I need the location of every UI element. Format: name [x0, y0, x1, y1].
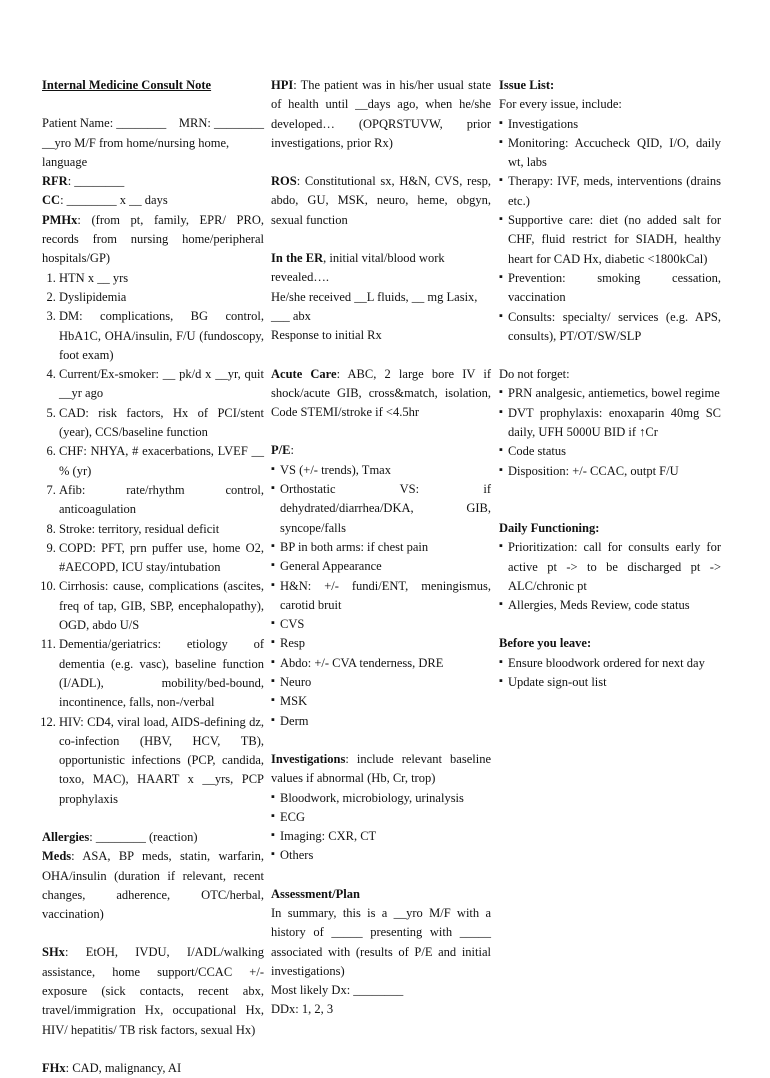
list-item: ▪ Resp [271, 634, 491, 653]
list-item: ▪ MSK [271, 692, 491, 711]
list-item: 9. COPD: PFT, prn puffer use, home O2, #AECOPD, ICU stay/intubation [59, 539, 264, 578]
issue-list [499, 115, 721, 347]
fhx-label: FHx [42, 1060, 66, 1075]
meds-value: : ASA, BP meds, statin, warfarin, OHA/insulin (duration if relevant, recent changes, adherence, OTC/herbal, vaccination) [42, 849, 264, 922]
before-you-leave-label: Before you leave: [499, 636, 592, 651]
assessment-plan-label: Assessment/Plan [271, 886, 360, 901]
cc-label: CC [42, 193, 61, 208]
most-likely-dx: Most likely Dx: ________ [271, 983, 404, 998]
list-item: 12. HIV: CD4, viral load, AIDS-defining dz, co-infection (HBV, HCV, TB), opportunistic infections (PCP, candida, toxo, MAC), HAART x __yrs, PCP prophylaxis [59, 713, 264, 809]
list-item: 10. Cirrhosis: cause, complications (ascites, freq of tap, GIB, SBP, encephalopathy), OGD, abdo U/S [59, 577, 264, 635]
list-item: ▪ Code status [499, 442, 721, 461]
ros-value: : Constitutional sx, H&N, CVS, resp, abdo, GU, MSK, neuro, heme, obgyn, sexual function [271, 174, 491, 227]
list-item: 3. DM: complications, BG control, HbA1C, OHA/insulin, F/U (fundoscopy, foot exam) [59, 307, 264, 365]
pmhx-label: PMHx [42, 212, 78, 227]
before-you-leave-list [499, 654, 721, 693]
list-item: 8. Stroke: territory, residual deficit [59, 520, 264, 539]
acute-care-label: Acute Care [271, 366, 337, 381]
list-item: ▪ BP in both arms: if chest pain [271, 538, 491, 557]
er-value: , initial vital/blood work revealed…. [271, 251, 445, 285]
list-item: ▪ Ensure bloodwork ordered for next day [499, 654, 721, 673]
hpi-value: : The patient was in his/her usual state of health until __days ago, when he/she developed… (OPQRSTUVW, prior investigations, prior Rx) [271, 78, 491, 150]
cc-line [42, 191, 264, 210]
investigations-value: : include relevant baseline values if abnormal (Hb, Cr, trop) [271, 751, 491, 786]
pe-colon: : [290, 443, 294, 458]
list-item: 4. Current/Ex-smoker: __ pk/d x __yr, quit __yr ago [59, 365, 264, 404]
issue-intro: For every issue, include: [499, 97, 622, 112]
age-line: __yro M/F from home/nursing home, language [42, 135, 230, 169]
assessment-plan-heading [271, 885, 491, 904]
list-item: ▪ Prevention: smoking cessation, vaccination [499, 269, 721, 308]
patient-name-field: Patient Name: ________ [42, 116, 167, 131]
allergies-label: Allergies [42, 829, 90, 844]
list-item: ▪ Orthostatic VS: if dehydrated/diarrhea/DKA, GIB, syncope/falls [271, 480, 491, 538]
er-response-line: Response to initial Rx [271, 328, 382, 343]
list-item: ▪ Derm [271, 712, 491, 731]
er-line [271, 249, 491, 288]
list-item: ▪ H&N: +/- fundi/ENT, meningismus, carotid bruit [271, 577, 491, 616]
list-item: ▪ General Appearance [271, 557, 491, 576]
acute-care-value: : ABC, 2 large bore IV if shock/acute GIB, cross&match, isolation, Code STEMI/stroke if <4.5hr [271, 366, 491, 420]
list-item: ▪ PRN analgesic, antiemetics, bowel regime [499, 384, 721, 403]
list-item: ▪ VS (+/- trends), Tmax [271, 461, 491, 480]
pe-label: P/E [271, 443, 291, 458]
list-item: ▪ Update sign-out list [499, 673, 721, 692]
list-item: ▪ Abdo: +/- CVA tenderness, DRE [271, 654, 491, 673]
list-item: ▪ Monitoring: Accucheck QID, I/O, daily wt, labs [499, 134, 721, 173]
list-item: 6. CHF: NHYA, # exacerbations, LVEF __ % (yr) [59, 442, 264, 481]
list-item: 2. Dyslipidemia [59, 288, 264, 307]
list-item: ▪ Prioritization: call for consults early for active pt -> to be discharged pt -> ALC/chronic pt [499, 538, 721, 596]
hpi-label: HPI [271, 78, 294, 92]
investigations-line [271, 750, 491, 789]
daily-functioning-list [499, 538, 721, 615]
list-item: ▪ Bloodwork, microbiology, urinalysis [271, 789, 491, 808]
issue-list-label: Issue List: [499, 78, 555, 92]
do-not-forget-heading: Do not forget: [499, 367, 570, 382]
ros-label: ROS [271, 174, 297, 189]
do-not-forget-list [499, 384, 721, 480]
rfr-line [42, 172, 264, 191]
pmhx-value: : (from pt, family, EPR/ PRO, records from nursing home/peripheral hospitals/GP) [42, 212, 264, 266]
shx-value: : EtOH, IVDU, I/ADL/walking assistance, home support/CCAC +/- exposure (sick contacts, recent abx, travel/immigration Hx, occupational Hx, HIV/ hepatitis/ TB risk factors, sexual Hx) [42, 945, 264, 1037]
list-item: ▪ DVT prophylaxis: enoxaparin 40mg SC daily, UFH 5000U BID if ↑Cr [499, 404, 721, 443]
patient-id-line [42, 114, 264, 133]
list-item: ▪ ECG [271, 808, 491, 827]
ros-line [271, 172, 491, 230]
column-patient-history [42, 76, 264, 1078]
list-item: 5. CAD: risk factors, Hx of PCI/stent (year), CCS/baseline function [59, 404, 264, 443]
er-label: In the ER [271, 251, 324, 266]
list-item: ▪ Imaging: CXR, CT [271, 827, 491, 846]
assessment-summary: In summary, this is a __yro M/F with a history of _____ presenting with _____ associated with (results of P/E and initial investigations) [271, 905, 491, 978]
note-title: Internal Medicine Consult Note [42, 78, 212, 92]
pe-list [271, 461, 491, 731]
before-you-leave-heading [499, 634, 721, 653]
list-item: ▪ Investigations [499, 115, 721, 134]
list-item: ▪ Neuro [271, 673, 491, 692]
meds-line [42, 847, 264, 924]
meds-label: Meds [42, 849, 72, 864]
list-item: ▪ CVS [271, 615, 491, 634]
er-fluids-line: He/she received __L fluids, __ mg Lasix, ___ abx [271, 289, 478, 323]
allergies-value: : ________ (reaction) [89, 829, 198, 844]
list-item: 7. Afib: rate/rhythm control, anticoagulation [59, 481, 264, 520]
shx-line [42, 943, 264, 1039]
list-item: ▪ Therapy: IVF, meds, interventions (drains etc.) [499, 172, 721, 211]
issue-list-heading [499, 76, 721, 95]
list-item: ▪ Supportive care: diet (no added salt for CHF, fluid restrict for SIADH, healthy heart for CAD Hx, diabetic <1800kCal) [499, 211, 721, 269]
list-item: 11. Dementia/geriatrics: etiology of dementia (e.g. vasc), baseline function (I/ADL), mobility/bed-bound, incontinence, falls, non-/verbal [59, 635, 264, 712]
list-item: ▪ Consults: specialty/ services (e.g. APS, consults), PT/OT/SW/SLP [499, 308, 721, 347]
fhx-value: : CAD, malignancy, AI [65, 1060, 182, 1075]
list-item: 1. HTN x __ yrs [59, 269, 264, 288]
fhx-line [42, 1059, 264, 1078]
cc-value: : ________ x __ days [60, 193, 168, 208]
acute-care-line [271, 365, 491, 423]
shx-label: SHx [42, 945, 65, 960]
daily-functioning-heading [499, 519, 721, 538]
pmhx-list [42, 269, 264, 809]
rfr-value: : ________ [67, 174, 125, 189]
investigations-label: Investigations [271, 751, 346, 766]
column-plan [499, 76, 721, 692]
list-item: ▪ Others [271, 846, 491, 865]
allergies-line [42, 828, 264, 847]
column-presentation [271, 76, 491, 1020]
mrn-field: MRN: ________ [178, 116, 264, 131]
rfr-label: RFR [42, 174, 68, 189]
list-item: ▪ Allergies, Meds Review, code status [499, 596, 721, 615]
ddx-line: DDx: 1, 2, 3 [271, 1002, 334, 1017]
list-item: ▪ Disposition: +/- CCAC, outpt F/U [499, 462, 721, 481]
investigations-list [271, 789, 491, 866]
pmhx-line [42, 211, 264, 269]
hpi-line [271, 76, 491, 153]
pe-heading [271, 441, 491, 460]
daily-functioning-label: Daily Functioning: [499, 520, 600, 535]
